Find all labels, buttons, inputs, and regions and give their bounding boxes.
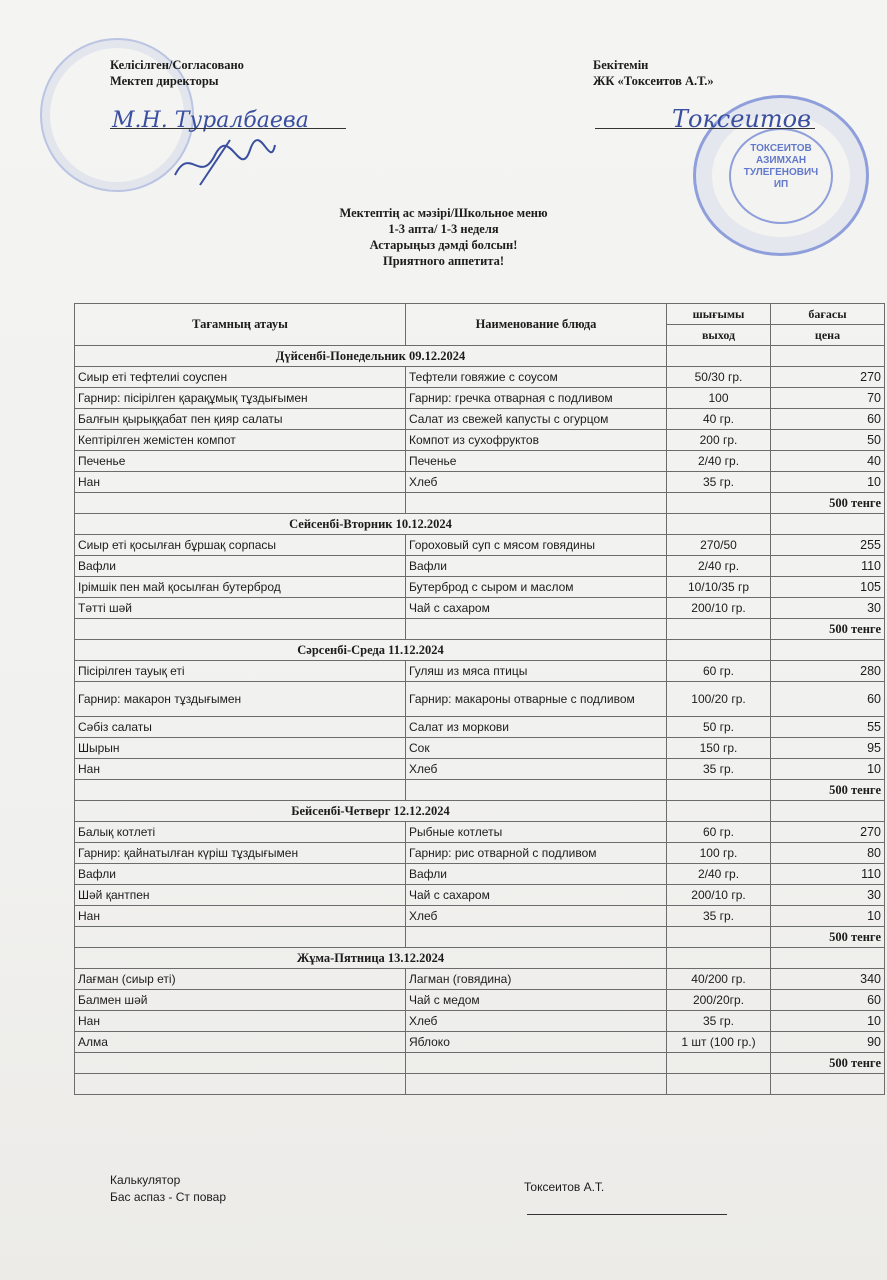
header-output-kz: шығымы (667, 304, 771, 325)
dish-name-kz: Сиыр еті қосылған бұршақ сорпасы (75, 535, 406, 556)
dish-name-kz: Балғын қырыққабат пен қияр салаты (75, 409, 406, 430)
menu-item-row (75, 535, 885, 556)
dish-price: 10 (771, 1011, 885, 1032)
empty-cell (667, 640, 771, 661)
dish-name-ru: Хлеб (406, 906, 667, 927)
menu-item-row (75, 388, 885, 409)
dish-output: 1 шт (100 гр.) (667, 1032, 771, 1053)
dish-name-ru: Гарнир: гречка отварная с подливом (406, 388, 667, 409)
dish-name-kz: Шырын (75, 738, 406, 759)
empty-cell (667, 927, 771, 948)
dish-name-kz: Нан (75, 472, 406, 493)
empty-cell (771, 640, 885, 661)
dish-price: 110 (771, 864, 885, 885)
dish-output: 270/50 (667, 535, 771, 556)
empty-cell (406, 1053, 667, 1074)
empty-cell (75, 1053, 406, 1074)
day-total-row (75, 927, 885, 948)
dish-output: 200/20гр. (667, 990, 771, 1011)
dish-output: 50 гр. (667, 717, 771, 738)
dish-output: 60 гр. (667, 661, 771, 682)
day-total-row (75, 619, 885, 640)
dish-output: 100 (667, 388, 771, 409)
day-header-row (75, 514, 885, 535)
day-header-row (75, 640, 885, 661)
day-total-row (75, 1053, 885, 1074)
dish-output: 150 гр. (667, 738, 771, 759)
dish-name-ru: Лагман (говядина) (406, 969, 667, 990)
day-header-row (75, 948, 885, 969)
menu-item-row (75, 661, 885, 682)
day-header-row (75, 801, 885, 822)
empty-cell (771, 801, 885, 822)
menu-title-block (0, 205, 887, 269)
menu-title-line4: Приятного аппетита! (382, 254, 505, 268)
header-price-ru: цена (771, 325, 885, 346)
dish-name-kz: Пісірілген тауық еті (75, 661, 406, 682)
dish-price: 60 (771, 409, 885, 430)
menu-item-row (75, 1011, 885, 1032)
empty-cell (75, 1074, 406, 1095)
menu-table (74, 303, 885, 1095)
dish-name-kz: Лағман (сиыр еті) (75, 969, 406, 990)
empty-cell (667, 780, 771, 801)
dish-output: 35 гр. (667, 759, 771, 780)
dish-name-kz: Шәй қантпен (75, 885, 406, 906)
header-output-ru: выход (667, 325, 771, 346)
dish-output: 200/10 гр. (667, 885, 771, 906)
empty-cell (75, 780, 406, 801)
menu-item-row (75, 598, 885, 619)
dish-price: 95 (771, 738, 885, 759)
day-name: Сәрсенбі-Среда 11.12.2024 (75, 640, 667, 661)
dish-name-ru: Чай с медом (406, 990, 667, 1011)
dish-price: 10 (771, 472, 885, 493)
menu-item-row (75, 682, 885, 717)
day-name: Сейсенбі-Вторник 10.12.2024 (75, 514, 667, 535)
dish-price: 10 (771, 906, 885, 927)
dish-name-kz: Вафли (75, 864, 406, 885)
dish-name-kz: Кептірілген жемістен компот (75, 430, 406, 451)
menu-item-row (75, 864, 885, 885)
approval-left-line2: Мектеп директоры (110, 74, 219, 88)
menu-item-row (75, 906, 885, 927)
director-signature: М.Н. Туралбаева (112, 108, 309, 133)
dish-name-ru: Хлеб (406, 472, 667, 493)
dish-name-kz: Ірімшік пен май қосылған бутерброд (75, 577, 406, 598)
dish-name-ru: Чай с сахаром (406, 885, 667, 906)
day-total-row (75, 493, 885, 514)
director-sign-line (110, 127, 346, 129)
dish-price: 70 (771, 388, 885, 409)
dish-output: 2/40 гр. (667, 556, 771, 577)
approval-left-block (110, 57, 244, 89)
approval-left-line1: Келісілген/Согласовано (110, 58, 244, 72)
empty-cell (667, 1074, 771, 1095)
dish-name-kz: Гарнир: пісірілген қарақұмық тұздығымен (75, 388, 406, 409)
dish-name-kz: Алма (75, 1032, 406, 1053)
dish-output: 200/10 гр. (667, 598, 771, 619)
dish-name-ru: Рыбные котлеты (406, 822, 667, 843)
empty-cell (771, 1074, 885, 1095)
empty-cell (75, 619, 406, 640)
dish-name-ru: Гарнир: рис отварной с подливом (406, 843, 667, 864)
dish-name-ru: Гуляш из мяса птицы (406, 661, 667, 682)
dish-name-ru: Салат из свежей капусты с огурцом (406, 409, 667, 430)
empty-cell (75, 927, 406, 948)
dish-name-ru: Вафли (406, 864, 667, 885)
dish-name-kz: Нан (75, 1011, 406, 1032)
menu-item-row (75, 409, 885, 430)
dish-name-kz: Нан (75, 759, 406, 780)
empty-cell (667, 948, 771, 969)
menu-title-line1: Мектептің ас мәзірі/Школьное меню (339, 206, 548, 220)
dish-price: 105 (771, 577, 885, 598)
day-name: Бейсенбі-Четверг 12.12.2024 (75, 801, 667, 822)
empty-cell (406, 927, 667, 948)
day-total: 500 тенге (771, 493, 885, 514)
day-total-row (75, 780, 885, 801)
menu-item-row (75, 738, 885, 759)
dish-price: 60 (771, 682, 885, 717)
dish-price: 110 (771, 556, 885, 577)
dish-name-ru: Печенье (406, 451, 667, 472)
dish-name-ru: Гороховый суп с мясом говядины (406, 535, 667, 556)
dish-price: 60 (771, 990, 885, 1011)
empty-cell (667, 493, 771, 514)
dish-name-kz: Печенье (75, 451, 406, 472)
menu-item-row (75, 885, 885, 906)
empty-cell (406, 780, 667, 801)
dish-output: 100 гр. (667, 843, 771, 864)
dish-name-kz: Гарнир: қайнатылған күріш тұздығымен (75, 843, 406, 864)
dish-name-kz: Сиыр еті тефтелиі соуспен (75, 367, 406, 388)
menu-item-row (75, 990, 885, 1011)
menu-table-body (75, 346, 885, 1095)
dish-price: 55 (771, 717, 885, 738)
dish-output: 35 гр. (667, 906, 771, 927)
dish-price: 80 (771, 843, 885, 864)
dish-name-kz: Нан (75, 906, 406, 927)
dish-price: 10 (771, 759, 885, 780)
dish-name-ru: Хлеб (406, 759, 667, 780)
dish-output: 10/10/35 гр (667, 577, 771, 598)
dish-output: 35 гр. (667, 472, 771, 493)
dish-name-kz: Гарнир: макарон тұздығымен (75, 682, 406, 717)
dish-price: 270 (771, 367, 885, 388)
empty-cell (75, 493, 406, 514)
dish-output: 200 гр. (667, 430, 771, 451)
dish-name-kz: Балмен шәй (75, 990, 406, 1011)
empty-row (75, 1074, 885, 1095)
approval-right-block (593, 57, 714, 89)
dish-output: 60 гр. (667, 822, 771, 843)
header-name-kz: Тағамның атауы (75, 304, 406, 346)
dish-name-ru: Чай с сахаром (406, 598, 667, 619)
dish-price: 90 (771, 1032, 885, 1053)
owner-sign-line (595, 127, 815, 129)
dish-name-kz: Сәбіз салаты (75, 717, 406, 738)
empty-cell (667, 801, 771, 822)
menu-title-line2: 1-3 апта/ 1-3 неделя (388, 222, 499, 236)
menu-item-row (75, 430, 885, 451)
dish-output: 50/30 гр. (667, 367, 771, 388)
empty-cell (771, 948, 885, 969)
dish-output: 2/40 гр. (667, 864, 771, 885)
dish-name-ru: Компот из сухофруктов (406, 430, 667, 451)
footer-sign-line (527, 1214, 727, 1215)
menu-item-row (75, 822, 885, 843)
approval-right-line1: Бекітемін (593, 58, 649, 72)
dish-name-ru: Сок (406, 738, 667, 759)
day-header-row (75, 346, 885, 367)
menu-item-row (75, 451, 885, 472)
dish-price: 340 (771, 969, 885, 990)
menu-title-line3: Астарыңыз дәмді болсын! (369, 238, 518, 252)
empty-cell (771, 346, 885, 367)
dish-name-ru: Тефтели говяжие с соусом (406, 367, 667, 388)
footer-calculator-label: Калькулятор (110, 1173, 181, 1187)
day-total: 500 тенге (771, 780, 885, 801)
empty-cell (406, 493, 667, 514)
dish-name-kz: Вафли (75, 556, 406, 577)
empty-cell (667, 1053, 771, 1074)
dish-output: 35 гр. (667, 1011, 771, 1032)
footer-signer-name: Токсеитов А.Т. (524, 1180, 605, 1194)
empty-cell (667, 514, 771, 535)
menu-item-row (75, 759, 885, 780)
day-name: Дүйсенбі-Понедельник 09.12.2024 (75, 346, 667, 367)
dish-price: 30 (771, 885, 885, 906)
dish-output: 100/20 гр. (667, 682, 771, 717)
stamp-text: ТОКСЕИТОВ АЗИМХАН ТУЛЕГЕНОВИЧ ИП (743, 143, 819, 190)
menu-item-row (75, 367, 885, 388)
dish-name-ru: Хлеб (406, 1011, 667, 1032)
empty-cell (771, 514, 885, 535)
menu-item-row (75, 717, 885, 738)
dish-output: 40/200 гр. (667, 969, 771, 990)
empty-cell (406, 1074, 667, 1095)
dish-price: 30 (771, 598, 885, 619)
dish-name-kz: Балық котлеті (75, 822, 406, 843)
day-name: Жұма-Пятница 13.12.2024 (75, 948, 667, 969)
dish-name-ru: Гарнир: макароны отварные с подливом (406, 682, 667, 717)
dish-name-ru: Яблоко (406, 1032, 667, 1053)
day-total: 500 тенге (771, 619, 885, 640)
approval-right-line2: ЖК «Токсеитов А.Т.» (593, 74, 714, 88)
menu-item-row (75, 556, 885, 577)
header-price-kz: бағасы (771, 304, 885, 325)
menu-item-row (75, 472, 885, 493)
dish-price: 255 (771, 535, 885, 556)
footer-chef-label: Бас аспаз - Ст повар (110, 1190, 227, 1204)
empty-cell (406, 619, 667, 640)
owner-signature: Токсеитов (672, 105, 812, 133)
dish-price: 40 (771, 451, 885, 472)
dish-output: 40 гр. (667, 409, 771, 430)
dish-price: 280 (771, 661, 885, 682)
menu-item-row (75, 843, 885, 864)
dish-price: 50 (771, 430, 885, 451)
dish-name-ru: Вафли (406, 556, 667, 577)
empty-cell (667, 346, 771, 367)
dish-price: 270 (771, 822, 885, 843)
day-total: 500 тенге (771, 1053, 885, 1074)
footer-left-block (110, 1172, 226, 1206)
dish-name-ru: Бутерброд с сыром и маслом (406, 577, 667, 598)
header-name-ru: Наименование блюда (406, 304, 667, 346)
dish-name-kz: Тәтті шәй (75, 598, 406, 619)
dish-name-ru: Салат из моркови (406, 717, 667, 738)
dish-output: 2/40 гр. (667, 451, 771, 472)
menu-item-row (75, 1032, 885, 1053)
day-total: 500 тенге (771, 927, 885, 948)
menu-item-row (75, 969, 885, 990)
empty-cell (667, 619, 771, 640)
menu-item-row (75, 577, 885, 598)
scribble-signature-icon (170, 135, 280, 190)
